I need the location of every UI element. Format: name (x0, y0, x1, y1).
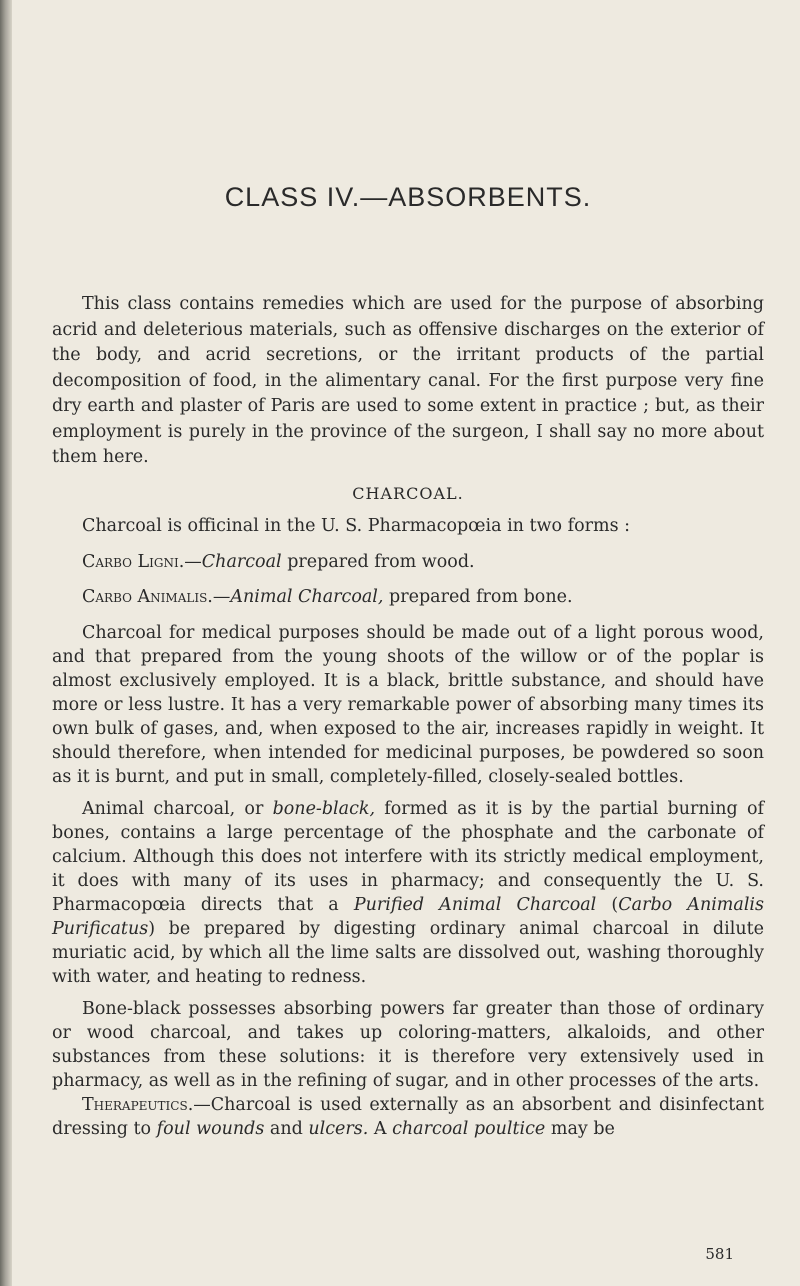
carbo-animalis-rest: prepared from bone. (383, 587, 573, 607)
carbo-ligni-entry (52, 550, 764, 576)
carbo-animalis-name: Carbo Animalis. (82, 587, 213, 607)
book-page (52, 0, 764, 1286)
para2-text-g: ) be prepared by digesting ordinary animal charcoal in dilute muriatic acid, by which all the lime salts are dissolved out, washing thoroughly with water, and heating to redness. (52, 918, 764, 987)
carbo-animalis-italic: Animal Charcoal, (230, 587, 384, 607)
section-heading-charcoal: CHARCOAL. (352, 483, 464, 503)
para2-italic-purified: Purified Animal Charcoal (353, 894, 597, 915)
carbo-animalis-dash: — (212, 587, 231, 607)
para2-text-c: formed as it is by the partial burning of bones, contains a large percentage of the phosphate and the carbonate of calcium. Although this does not interfere with its strictly medical employment, it does with many of its uses in pharmacy; and consequently the U. S. Pharmacopœia directs that a (52, 798, 764, 915)
therapeutics-label: Therapeutics. (82, 1094, 194, 1115)
para2-text-e: ( (596, 894, 619, 915)
charcoal-paragraph-2 (52, 797, 764, 989)
book-binding-edge (0, 0, 12, 1286)
para4-italic-wounds: foul wounds (156, 1118, 265, 1139)
para4-text-d: and (264, 1118, 309, 1139)
charcoal-paragraph-3: Bone-black possesses absorbing powers far greater than those of ordinary or wood charcoal, and takes up coloring-matters, alkaloids, and other substances from these solutions: it is therefore very extensively used in pharmacy, as well as in the refining of sugar, and in other processes of the arts. (52, 998, 764, 1091)
para4-italic-ulcers: ulcers. (308, 1118, 369, 1139)
intro-paragraph: This class contains remedies which are used for the purpose of absorbing acrid and deleterious materials, such as offensive discharges on the exterior of the body, and acrid secretions, or the irritant products of the partial decomposition of food, in the alimentary canal. For the first purpose very fine dry earth and plaster of Paris are used to some extent in practice ; but, as their employment is purely in the province of the surgeon, I shall say no more about them here. (52, 294, 764, 467)
para4-italic-poultice: charcoal poultice (392, 1118, 546, 1139)
page-number: 581 (705, 1245, 734, 1263)
charcoal-paragraph-1: Charcoal for medical purposes should be made out of a light porous wood, and that prepared from the young shoots of the willow or of the poplar is almost exclusively employed. It is a black, brittle substance, and should have more or less lustre. It has a very remarkable power of absorbing many times its own bulk of gases, and, when exposed to the air, increases rapidly in weight. It should therefore, when intended for medicinal purposes, be powdered so soon as it is burnt, and put in small, completely-filled, closely-sealed bottles. (52, 622, 764, 787)
para2-text-a: Animal charcoal, or (82, 798, 273, 819)
carbo-ligni-name: Carbo Ligni. (82, 551, 185, 572)
carbo-ligni-dash: — (184, 551, 202, 572)
para2-italic-bone-black: bone-black, (272, 798, 376, 819)
para4-text-f: A (368, 1118, 393, 1139)
officinal-forms-line: Charcoal is officinal in the U. S. Pharmacopœia in two forms : (82, 516, 631, 536)
therapeutics-paragraph (52, 1093, 764, 1141)
page-body (52, 292, 764, 1141)
carbo-ligni-italic: Charcoal (201, 551, 282, 572)
para4-text-h: may be (545, 1118, 615, 1139)
para4-text-b: —Charcoal is used externally as an absorbent and disinfectant dressing to (52, 1094, 764, 1139)
para2-italic-latin: Carbo Animalis Purificatus (52, 894, 765, 939)
carbo-animalis-entry (52, 585, 764, 611)
carbo-ligni-rest: prepared from wood. (281, 551, 475, 572)
page-title: CLASS IV.—ABSORBENTS. (224, 182, 592, 212)
